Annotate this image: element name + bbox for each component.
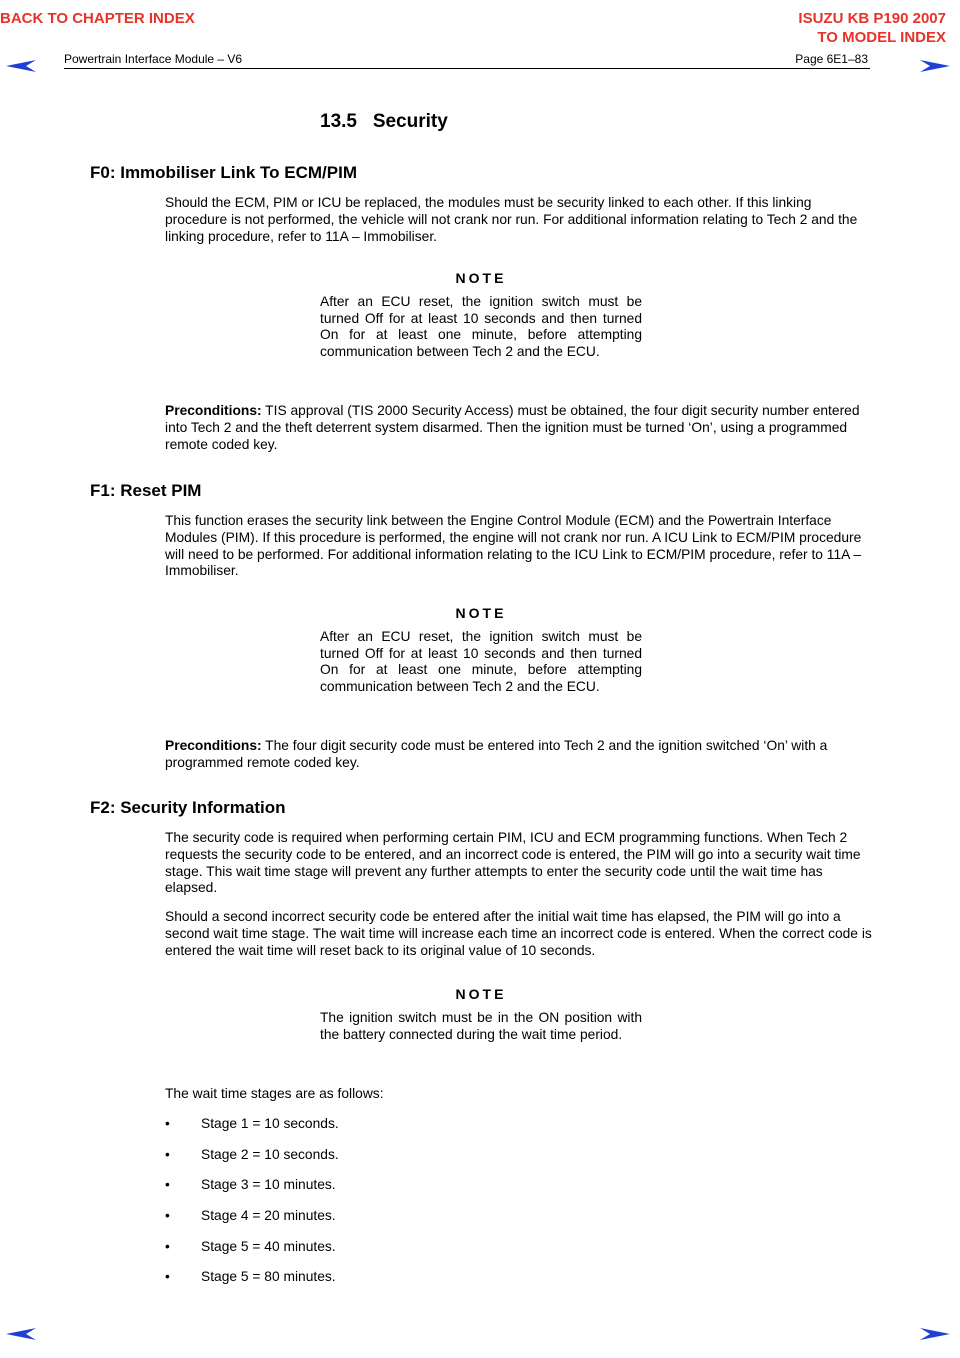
f1-note-title: NOTE — [455, 605, 507, 621]
bullet-icon: • — [165, 1208, 170, 1223]
bullet-icon: • — [165, 1147, 170, 1162]
to-model-index-link[interactable]: TO MODEL INDEX — [817, 29, 946, 46]
list-item: • Stage 5 = 80 minutes. — [165, 1269, 336, 1284]
f2-note-body: The ignition switch must be in the ON position with the battery connected during the wait time period. — [320, 1010, 642, 1042]
f2-heading: F2: Security Information — [90, 798, 286, 817]
prev-page-arrow-icon[interactable] — [4, 58, 38, 74]
back-to-chapter-index-link[interactable]: BACK TO CHAPTER INDEX — [0, 10, 195, 27]
preconditions-text: The four digit security code must be entered into Tech 2 and the ignition switched ‘On’ with a programmed remote coded key. — [165, 738, 828, 770]
list-item: • Stage 4 = 20 minutes. — [165, 1208, 336, 1223]
f2-body-2: Should a second incorrect security code be entered after the initial wait time has elapsed, the PIM will go into a second wait time stage. The wait time will increase each time an incorrect code is entered. When the correct code is entered the wait time will reset back to its original value of 10 seconds. — [165, 909, 872, 958]
preconditions-label: Preconditions: — [165, 738, 262, 753]
f0-note-title: NOTE — [455, 270, 507, 286]
bullet-icon: • — [165, 1116, 170, 1131]
bullet-icon: • — [165, 1177, 170, 1192]
next-page-arrow-icon[interactable] — [918, 1326, 952, 1342]
next-page-arrow-icon[interactable] — [918, 58, 952, 74]
list-item: • Stage 2 = 10 seconds. — [165, 1147, 339, 1162]
page-header-title: Powertrain Interface Module – V6 — [64, 52, 243, 66]
bullet-icon: • — [165, 1269, 170, 1284]
preconditions-text: TIS approval (TIS 2000 Security Access) must be obtained, the four digit security number entered into Tech 2 and the theft deterrent system disarmed. Then the ignition must be turned ‘On’, using a programmed remote coded key. — [165, 403, 860, 452]
f0-body: Should the ECM, PIM or ICU be replaced, the modules must be security linked to each other. If this linking procedure is not performed, the vehicle will not crank nor run. For additional information relating to Tech 2 and the linking procedure, refer to 11A – Immobiliser. — [165, 195, 858, 244]
stages-intro: The wait time stages are as follows: — [165, 1086, 384, 1101]
f0-preconditions — [165, 403, 872, 453]
section-title: 13.5 Security — [320, 111, 448, 132]
header-divider — [64, 68, 870, 69]
f0-note-body: After an ECU reset, the ignition switch must be turned Off for at least 10 seconds and then turned On for at least one minute, before attempting communication between Tech 2 and the ECU. — [320, 294, 642, 359]
bullet-icon: • — [165, 1239, 170, 1254]
f1-note-body: After an ECU reset, the ignition switch must be turned Off for at least 10 seconds and then turned On for at least one minute, before attempting communication between Tech 2 and the ECU. — [320, 629, 642, 694]
f1-heading: F1: Reset PIM — [90, 481, 202, 500]
list-item: • Stage 1 = 10 seconds. — [165, 1116, 339, 1131]
f0-heading: F0: Immobiliser Link To ECM/PIM — [90, 163, 357, 182]
f1-body: This function erases the security link between the Engine Control Module (ECM) and the Powertrain Interface Modules (PIM). If this procedure is performed, the engine will not crank nor run. A ICU Link to ECM/PIM procedure will need to be performed. For additional information relating to the ICU Link to ECM/PIM procedure, refer to 11A – Immobiliser. — [165, 513, 862, 579]
preconditions-label: Preconditions: — [165, 403, 262, 418]
f1-preconditions — [165, 738, 872, 772]
f2-body-1: The security code is required when performing certain PIM, ICU and ECM programming functions. When Tech 2 requests the security code to be entered, and an incorrect code is entered, the PIM will go into a security wait time stage. This wait time stage will prevent any further attempts to enter the security code until the wait time has elapsed. — [165, 830, 861, 896]
prev-page-arrow-icon[interactable] — [4, 1326, 38, 1342]
model-title: ISUZU KB P190 2007 — [798, 10, 946, 27]
page-number: Page 6E1–83 — [795, 52, 868, 66]
f2-note-title: NOTE — [455, 986, 507, 1002]
list-item: • Stage 3 = 10 minutes. — [165, 1177, 336, 1192]
list-item: • Stage 5 = 40 minutes. — [165, 1239, 336, 1254]
